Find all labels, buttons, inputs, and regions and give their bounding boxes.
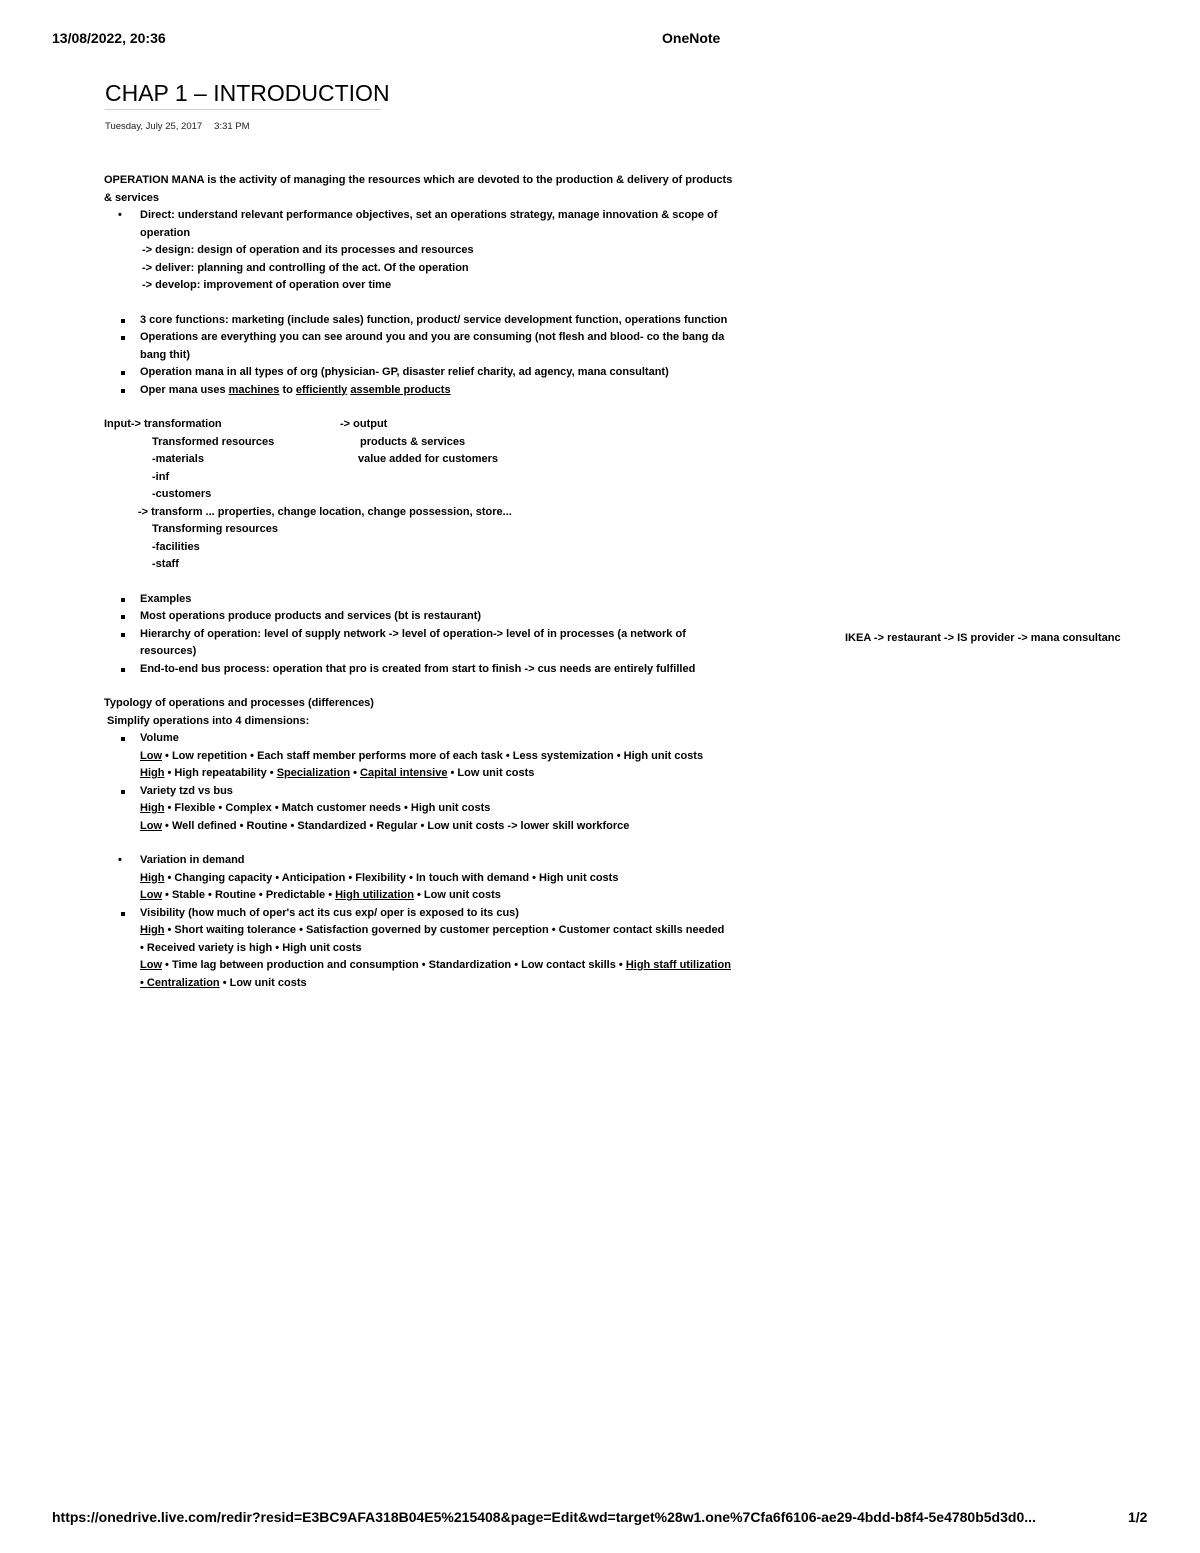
bullet-item: • Variation in demand [104,852,816,870]
underlined-text: efficiently [295,383,348,396]
sub-line: -> design: design of operation and its processes and resources [142,244,474,256]
dimension-row [104,975,816,993]
bullet-item: Examples [104,591,816,609]
bullet-item: Operation mana in all types of org (physician- GP, disaster relief charity, ad agency, mana consultant) [104,364,816,382]
bullet-item [104,382,816,400]
model-row: -> transform ... properties, change location, change possession, store... [138,505,512,518]
bullet-item: End-to-end bus process: operation that pro is created from start to finish -> cus needs are entirely fulfilled [104,661,816,679]
model-row [104,451,816,469]
model-text: -materials [152,453,204,465]
level-label: High [140,924,165,936]
text-run: • Low unit costs [219,976,307,989]
underlined-text: machines [228,383,280,396]
text-run: Oper mana uses [140,383,229,396]
bullet-continuation: bang thit) [140,348,191,361]
print-datetime: 13/08/2022, 20:36 [52,30,166,46]
dimension-row [104,957,816,975]
level-label: Low [140,959,162,971]
sub-line: -> deliver: planning and controlling of the act. Of the operation [142,261,469,274]
dimension-row: • Received variety is high • High unit costs [140,941,362,954]
text-run: • Time lag between production and consumption • Standardization • Low contact skills • [162,959,626,971]
dimension-row [104,870,816,888]
print-app-name: OneNote [662,30,721,46]
model-output: -> output [340,418,388,430]
level-label: Low [140,749,162,762]
bullet-item: Visibility (how much of oper's act its cus exp/ oper is exposed to its cus) [104,905,816,923]
underlined-text: assemble products [350,383,451,396]
intro-line: & services [104,191,160,204]
spacer [104,678,816,695]
model-row: -facilities [152,540,200,553]
model-input: Input-> transformation [104,418,222,430]
underlined-text: Capital intensive [360,767,448,779]
underlined-text: High utilization [335,889,414,901]
dimension-row [104,922,816,940]
section-subheading: Simplify operations into 4 dimensions: [107,714,310,727]
bullet-item: Most operations produce products and services (bt is restaurant) [104,608,816,626]
bullet-item: • Direct: understand relevant performance objectives, set an operations strategy, manage innovation & scope of [104,207,816,225]
model-text: Transformed resources [152,435,275,448]
spacer [104,399,816,416]
level-label: High [140,767,165,779]
underlined-text: • Centralization [140,976,220,989]
intro-line: OPERATION MANA is the activity of managing the resources which are devoted to the production & delivery of products [104,174,733,186]
model-row [104,416,816,434]
underlined-text: Specialization [276,767,351,779]
dimension-row [104,818,816,836]
sub-line: -> develop: improvement of operation over time [142,279,392,291]
page-time-text: 3:31 PM [214,121,250,132]
page-date-text: Tuesday, July 25, 2017 [105,121,203,132]
level-label: High [140,802,165,814]
text-run: • Low unit costs [413,889,501,901]
spacer [104,835,816,852]
bullet-item: Operations are everything you can see around you and you are consuming (not flesh and blood- co the bang da [104,329,816,347]
bullet-item: Volume [104,730,816,748]
model-row: -inf [152,470,170,483]
model-text: products & services [360,435,466,448]
text-run: • Low unit costs [447,767,535,779]
print-url: https://onedrive.live.com/redir?resid=E3BC9AFA318B04E5%215408&page=Edit&wd=target%28w1.one%7Cfa6f6106-ae29-4bdd-b8f4-5e4780b5d3d0... [52,1509,1036,1525]
text-run: • Well defined • Routine • Standardized • Regular • Low unit costs -> lower skill workforce [162,819,630,832]
bullet-continuation: resources) [140,645,197,657]
page-title: CHAP 1 – INTRODUCTION [105,80,381,110]
text-run: • Stable • Routine • Predictable • [162,889,336,901]
page-date [105,121,250,132]
text-run: • Short waiting tolerance • Satisfaction governed by customer perception • Customer contact skills needed [164,924,725,936]
level-label: High [140,871,165,884]
bullet-item: 3 core functions: marketing (include sales) function, product/ service development function, operations function [104,312,816,330]
dimension-row [104,800,816,818]
bullet-item: Variety tzd vs bus [104,783,816,801]
text-run: to [279,383,296,396]
dimension-row [104,765,816,783]
bullet-item: Hierarchy of operation: level of supply network -> level of operation-> level of in processes (a network of [104,626,816,644]
text-run: • [350,767,361,779]
level-label: Low [140,819,162,832]
text-run: • Flexible • Complex • Match customer needs • High unit costs [164,802,491,814]
side-note: IKEA -> restaurant -> IS provider -> mana consultanc [845,632,1121,644]
dimension-row [104,748,816,766]
underlined-text: High staff utilization [625,959,731,971]
model-row: Transforming resources [152,523,278,535]
page-number: 1/2 [1128,1509,1148,1525]
note-body [104,172,816,992]
text-run: • Changing capacity • Anticipation • Flexibility • In touch with demand • High unit costs [164,871,619,884]
level-label: Low [140,889,162,901]
text-run: • Low repetition • Each staff member performs more of each task • Less systemization • High unit costs [162,749,704,762]
spacer [104,295,816,312]
model-row [104,434,816,452]
model-text: value added for customers [358,453,498,465]
spacer [104,574,816,591]
model-row: -staff [152,558,179,570]
text-run: • High repeatability • [164,767,277,779]
bullet-continuation: operation [140,226,191,239]
section-heading: Typology of operations and processes (differences) [104,697,374,709]
model-row: -customers [152,488,212,500]
dimension-row [104,887,816,905]
